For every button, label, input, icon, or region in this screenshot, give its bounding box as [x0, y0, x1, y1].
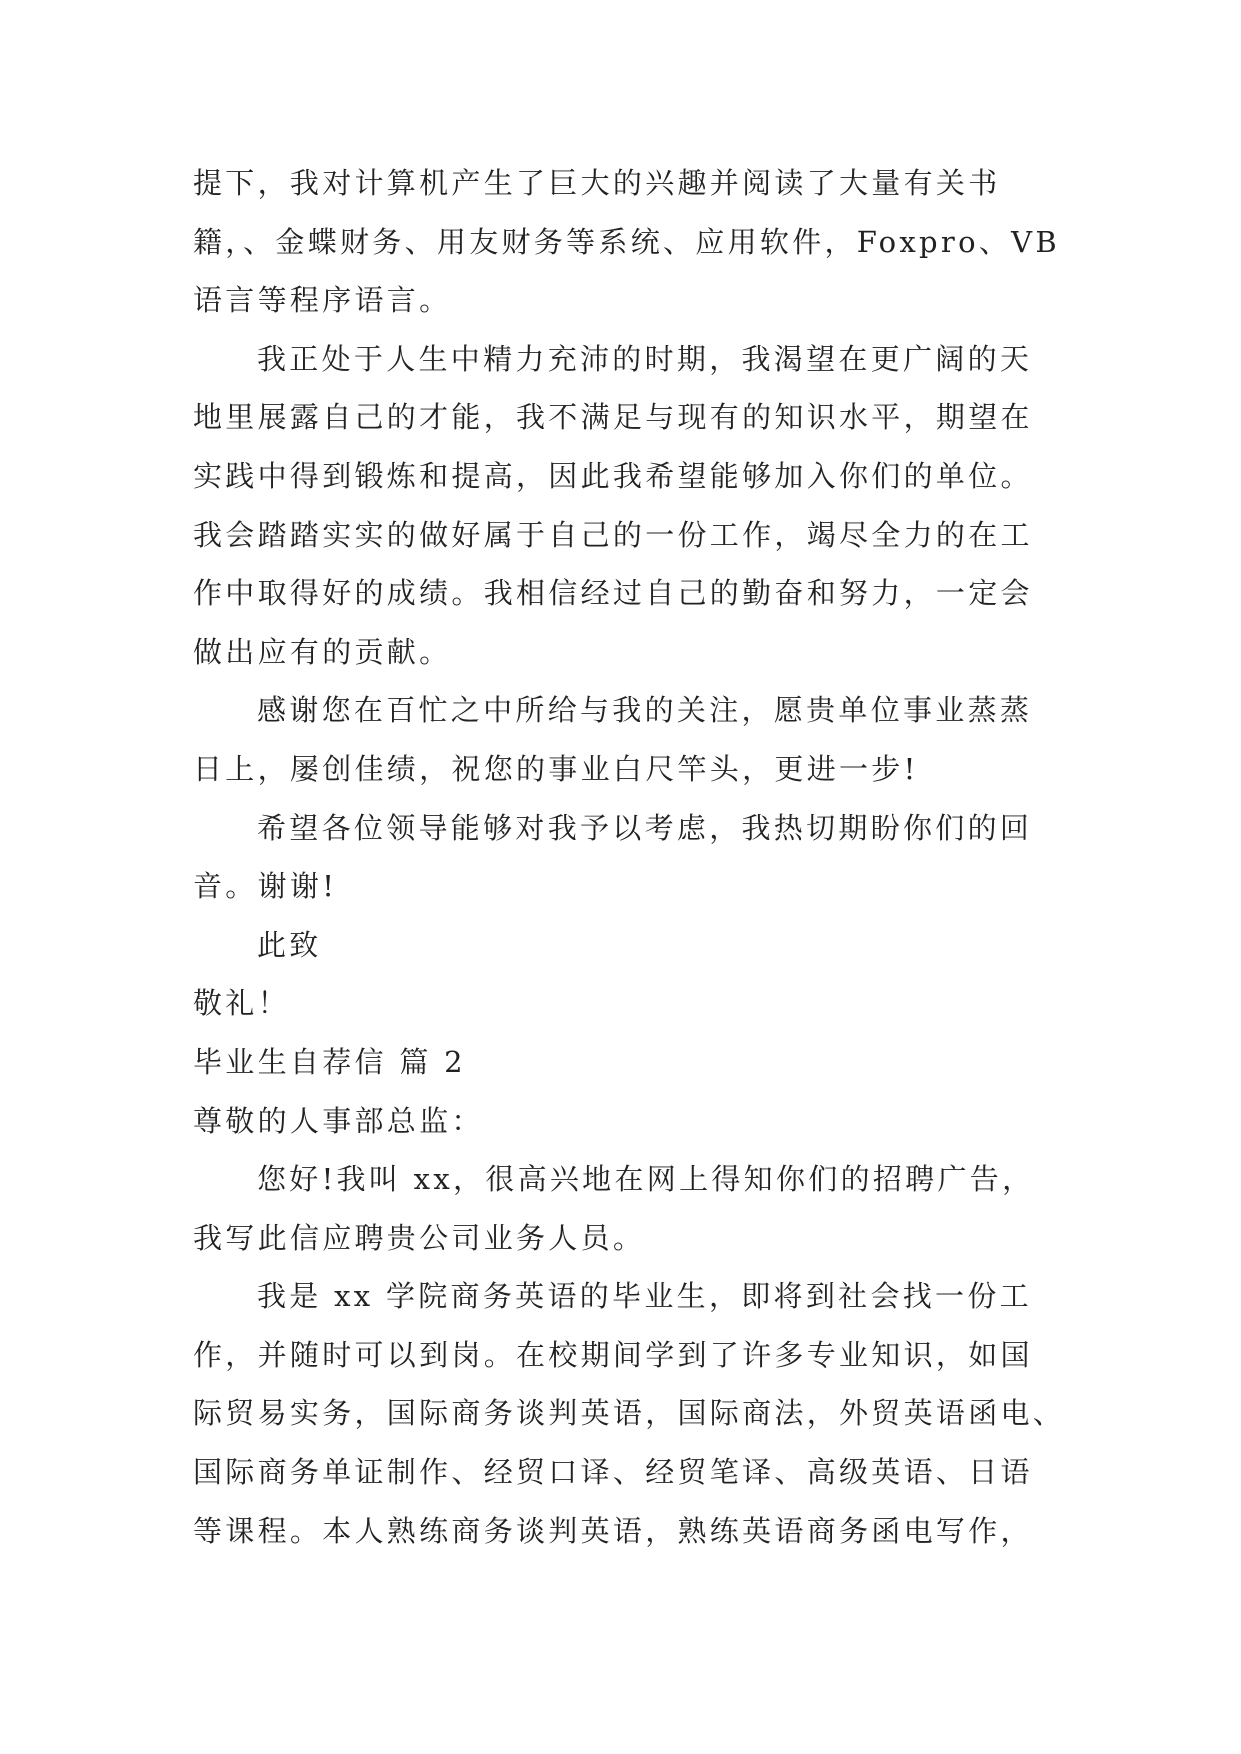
- text-line: 实践中得到锻炼和提高，因此我希望能够加入你们的单位。: [193, 458, 1033, 493]
- text-line: 我写此信应聘贵公司业务人员。: [193, 1220, 646, 1255]
- text-line: 提下，我对计算机产生了巨大的兴趣并阅读了大量有关书: [193, 166, 1001, 200]
- text-line: 希望各位领导能够对我予以考虑，我热切期盼你们的回: [257, 810, 1033, 845]
- text-line: 日上，屡创佳绩，祝您的事业白尺竿头，更进一步!: [193, 751, 919, 786]
- text-line: 敬礼！: [193, 986, 290, 1021]
- text-line: 等课程。本人熟练商务谈判英语，熟练英语商务函电写作，: [193, 1513, 1033, 1548]
- text-line: 籍，、金蝶财务、用友财务等系统、应用软件，Foxpro、VB: [193, 224, 1060, 259]
- text-line: 语言等程序语言。: [193, 283, 452, 318]
- text-line: 地里展露自己的才能，我不满足与现有的知识水平，期望在: [193, 400, 1033, 435]
- text-line: 毕业生自荐信 篇 2: [193, 1044, 466, 1079]
- text-line: 作，并随时可以到岗。在校期间学到了许多专业知识，如国: [193, 1337, 1033, 1372]
- text-line: 此致: [257, 927, 322, 962]
- text-line: 尊敬的人事部总监：: [193, 1103, 484, 1138]
- text-line: 我正处于人生中精力充沛的时期，我渴望在更广阔的天: [257, 341, 1033, 376]
- text-line: 作中取得好的成绩。我相信经过自己的勤奋和努力，一定会: [193, 576, 1033, 611]
- text-line: 我是 xx 学院商务英语的毕业生，即将到社会找一份工: [257, 1279, 1032, 1314]
- text-line: 您好!我叫 xx，很高兴地在网上得知你们的招聘广告，: [257, 1162, 1035, 1197]
- text-line: 音。谢谢!: [193, 869, 338, 904]
- text-line: 国际商务单证制作、经贸口译、经贸笔译、高级英语、日语: [193, 1455, 1033, 1490]
- document-body: [193, 154, 1066, 1560]
- text-line: 际贸易实务，国际商务谈判英语，国际商法，外贸英语函电、: [193, 1396, 1066, 1431]
- text-line: 做出应有的贡献。: [193, 634, 452, 669]
- text-line: 我会踏踏实实的做好属于自己的一份工作，竭尽全力的在工: [193, 517, 1033, 552]
- text-line: 感谢您在百忙之中所给与我的关注，愿贵单位事业蒸蒸: [257, 693, 1033, 728]
